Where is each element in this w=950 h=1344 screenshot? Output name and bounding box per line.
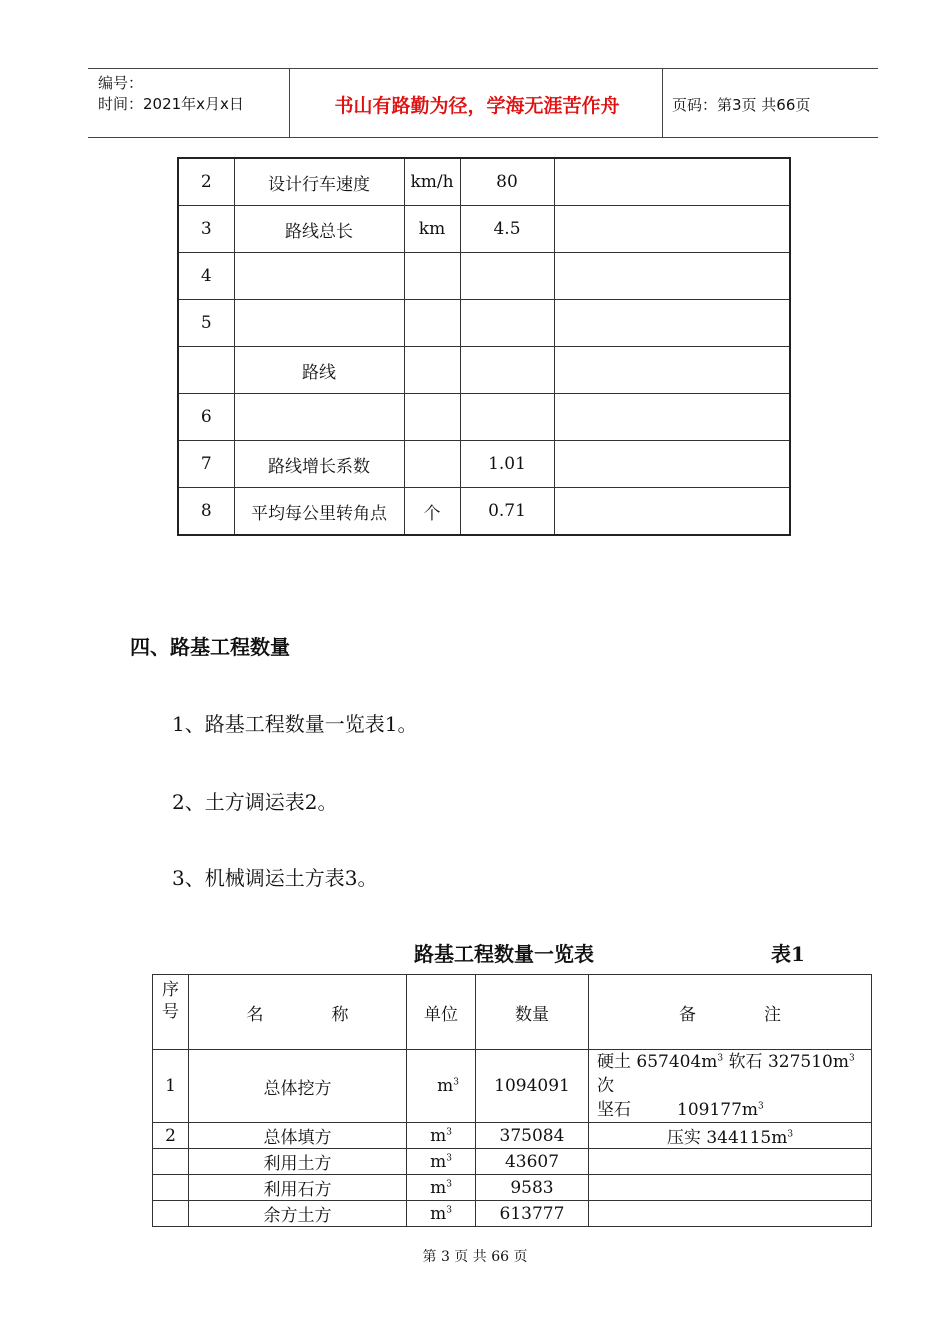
table-header-row bbox=[153, 975, 872, 1050]
table-row bbox=[153, 1050, 872, 1123]
row-item: 路线总长 bbox=[234, 206, 404, 253]
header-divider bbox=[662, 69, 663, 137]
section-title: 四、路基工程数量 bbox=[130, 635, 290, 659]
row-item: 设计行车速度 bbox=[234, 158, 404, 206]
row-note bbox=[554, 441, 790, 488]
row-name: 总体挖方 bbox=[189, 1050, 407, 1123]
table-row bbox=[153, 1201, 872, 1227]
row-value bbox=[460, 347, 554, 394]
row-name: 利用石方 bbox=[189, 1175, 407, 1201]
row-number: 8 bbox=[178, 488, 234, 536]
row-item bbox=[234, 253, 404, 300]
number-label: 编号： bbox=[98, 74, 144, 92]
row-unit: km bbox=[404, 206, 460, 253]
row-value: 0.71 bbox=[460, 488, 554, 536]
paragraph-3: 3、机械调运土方表3。 bbox=[172, 866, 378, 890]
row-number: 1 bbox=[153, 1050, 189, 1123]
row-item: 路线 bbox=[234, 347, 404, 394]
table-row bbox=[178, 300, 790, 347]
row-number bbox=[153, 1175, 189, 1201]
row-note bbox=[554, 253, 790, 300]
row-note bbox=[554, 206, 790, 253]
table-row bbox=[153, 1123, 872, 1149]
row-qty: 9583 bbox=[476, 1175, 589, 1201]
time-label: 时间：2021年x月x日 bbox=[98, 95, 244, 113]
row-note bbox=[589, 1175, 872, 1201]
row-value bbox=[460, 394, 554, 441]
row-number: 4 bbox=[178, 253, 234, 300]
row-value bbox=[460, 300, 554, 347]
row-note bbox=[589, 1201, 872, 1227]
page-header bbox=[88, 68, 878, 138]
row-unit: $m^3$ bbox=[407, 1050, 476, 1123]
row-item: 路线增长系数 bbox=[234, 441, 404, 488]
header-motto: 书山有路勤为径，学海无涯苦作舟 bbox=[334, 95, 620, 117]
route-parameters-table bbox=[177, 157, 791, 536]
row-unit: km/h bbox=[404, 158, 460, 206]
row-unit bbox=[404, 394, 460, 441]
row-note bbox=[554, 300, 790, 347]
row-number bbox=[153, 1149, 189, 1175]
row-note: 压实 $344115m^3$ bbox=[589, 1123, 872, 1149]
row-number: 3 bbox=[178, 206, 234, 253]
row-number: 2 bbox=[153, 1123, 189, 1149]
header-qty: 数量 bbox=[476, 975, 589, 1050]
row-number: 6 bbox=[178, 394, 234, 441]
table-row bbox=[178, 488, 790, 536]
table-row bbox=[178, 206, 790, 253]
row-name: 总体填方 bbox=[189, 1123, 407, 1149]
row-note: 硬土 $657404m^3$ 软石 $327510m^3$ 次 坚石 $109177m^3$ bbox=[589, 1050, 872, 1123]
header-meta bbox=[98, 73, 244, 115]
table-row bbox=[178, 253, 790, 300]
row-unit bbox=[404, 253, 460, 300]
row-unit: $m^3$ bbox=[407, 1123, 476, 1149]
table-row bbox=[153, 1175, 872, 1201]
row-unit: 个 bbox=[404, 488, 460, 536]
row-unit: $m^3$ bbox=[407, 1149, 476, 1175]
row-unit bbox=[404, 441, 460, 488]
row-name: 余方土方 bbox=[189, 1201, 407, 1227]
row-number: 7 bbox=[178, 441, 234, 488]
row-item bbox=[234, 394, 404, 441]
row-value bbox=[460, 253, 554, 300]
table-row bbox=[153, 1149, 872, 1175]
row-unit: $m^3$ bbox=[407, 1201, 476, 1227]
row-note bbox=[554, 158, 790, 206]
row-qty: 613777 bbox=[476, 1201, 589, 1227]
header-unit: 单位 bbox=[407, 975, 476, 1050]
row-note bbox=[554, 488, 790, 536]
table-row bbox=[178, 158, 790, 206]
row-qty: 375084 bbox=[476, 1123, 589, 1149]
row-value: 1.01 bbox=[460, 441, 554, 488]
header-name: 名 称 bbox=[189, 975, 407, 1050]
row-unit bbox=[404, 300, 460, 347]
row-note bbox=[589, 1149, 872, 1175]
row-name: 利用土方 bbox=[189, 1149, 407, 1175]
subgrade-quantity-table bbox=[152, 974, 872, 1227]
table-row bbox=[178, 441, 790, 488]
page-footer: 第 3 页 共 66 页 bbox=[422, 1249, 528, 1265]
header-note: 备 注 bbox=[589, 975, 872, 1050]
header-page-info: 页码：第3页 共66页 bbox=[672, 96, 811, 114]
row-value: 4.5 bbox=[460, 206, 554, 253]
row-number bbox=[153, 1201, 189, 1227]
table-row bbox=[178, 394, 790, 441]
table-title: 路基工程数量一览表 bbox=[414, 942, 594, 966]
header-no: 序号 bbox=[153, 975, 189, 1050]
paragraph-1: 1、路基工程数量一览表1。 bbox=[172, 712, 418, 736]
row-value: 80 bbox=[460, 158, 554, 206]
row-note bbox=[554, 347, 790, 394]
paragraph-2: 2、土方调运表2。 bbox=[172, 790, 338, 814]
row-qty: 43607 bbox=[476, 1149, 589, 1175]
row-unit bbox=[404, 347, 460, 394]
row-qty: 1094091 bbox=[476, 1050, 589, 1123]
row-item bbox=[234, 300, 404, 347]
table-row bbox=[178, 347, 790, 394]
row-number bbox=[178, 347, 234, 394]
table-number: 表1 bbox=[771, 942, 805, 966]
row-item: 平均每公里转角点 bbox=[234, 488, 404, 536]
row-number: 5 bbox=[178, 300, 234, 347]
row-note bbox=[554, 394, 790, 441]
row-number: 2 bbox=[178, 158, 234, 206]
row-unit: $m^3$ bbox=[407, 1175, 476, 1201]
